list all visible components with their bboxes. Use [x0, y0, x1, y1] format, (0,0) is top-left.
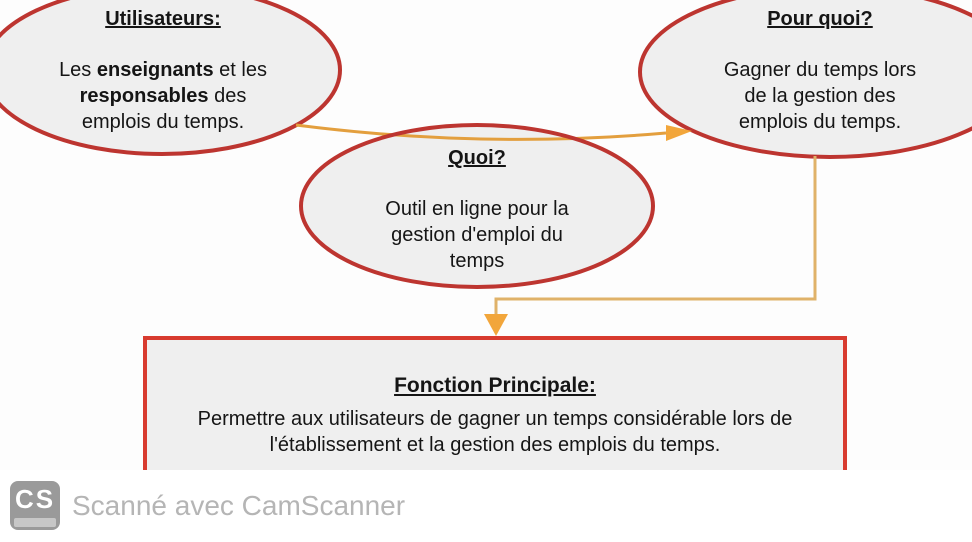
users-line1-post: et les	[213, 59, 267, 81]
function-box-line-2: l'établissement et la gestion des emplois du temps.	[269, 434, 721, 456]
camscanner-logo-bar	[14, 518, 56, 527]
why-bubble	[670, 8, 970, 135]
why-bubble-line-3: emplois du temps.	[738, 111, 902, 133]
users-bubble-line-3: emplois du temps.	[81, 111, 245, 133]
users-bubble-line-1	[13, 57, 313, 83]
why-bubble-line-1: Gagner du temps lors	[723, 59, 917, 81]
users-line1-bold: enseignants	[96, 59, 214, 81]
users-line1-pre: Les	[59, 59, 97, 81]
what-bubble-line-2: gestion d'emploi du	[391, 224, 563, 246]
users-bubble-line-2	[13, 83, 313, 109]
what-bubble-body	[327, 196, 627, 274]
what-bubble-line-3: temps	[449, 250, 505, 272]
why-bubble-line-2: de la gestion des	[744, 85, 896, 107]
camscanner-logo-icon	[10, 481, 60, 530]
users-line2-bold: responsables	[79, 85, 209, 107]
what-bubble-title: Quoi?	[448, 147, 506, 169]
why-bubble-body	[670, 57, 970, 135]
camscanner-watermark-label: Scanné avec CamScanner	[72, 490, 406, 521]
function-box-body	[150, 406, 840, 458]
function-box-title: Fonction Principale:	[394, 374, 596, 397]
users-bubble	[13, 8, 313, 135]
users-bubble-body	[13, 57, 313, 135]
function-box	[150, 374, 840, 458]
what-bubble-line-1: Outil en ligne pour la	[385, 198, 569, 220]
what-bubble	[327, 147, 627, 274]
users-line2-post: des	[208, 85, 247, 107]
camscanner-watermark-bar	[0, 470, 972, 542]
camscanner-logo-initials: CS	[14, 484, 56, 514]
function-box-line-1: Permettre aux utilisateurs de gagner un temps considérable lors de	[197, 408, 793, 430]
users-bubble-title: Utilisateurs:	[105, 8, 221, 30]
why-to-box-arrowhead-icon	[484, 314, 508, 336]
why-bubble-title: Pour quoi?	[767, 8, 873, 30]
